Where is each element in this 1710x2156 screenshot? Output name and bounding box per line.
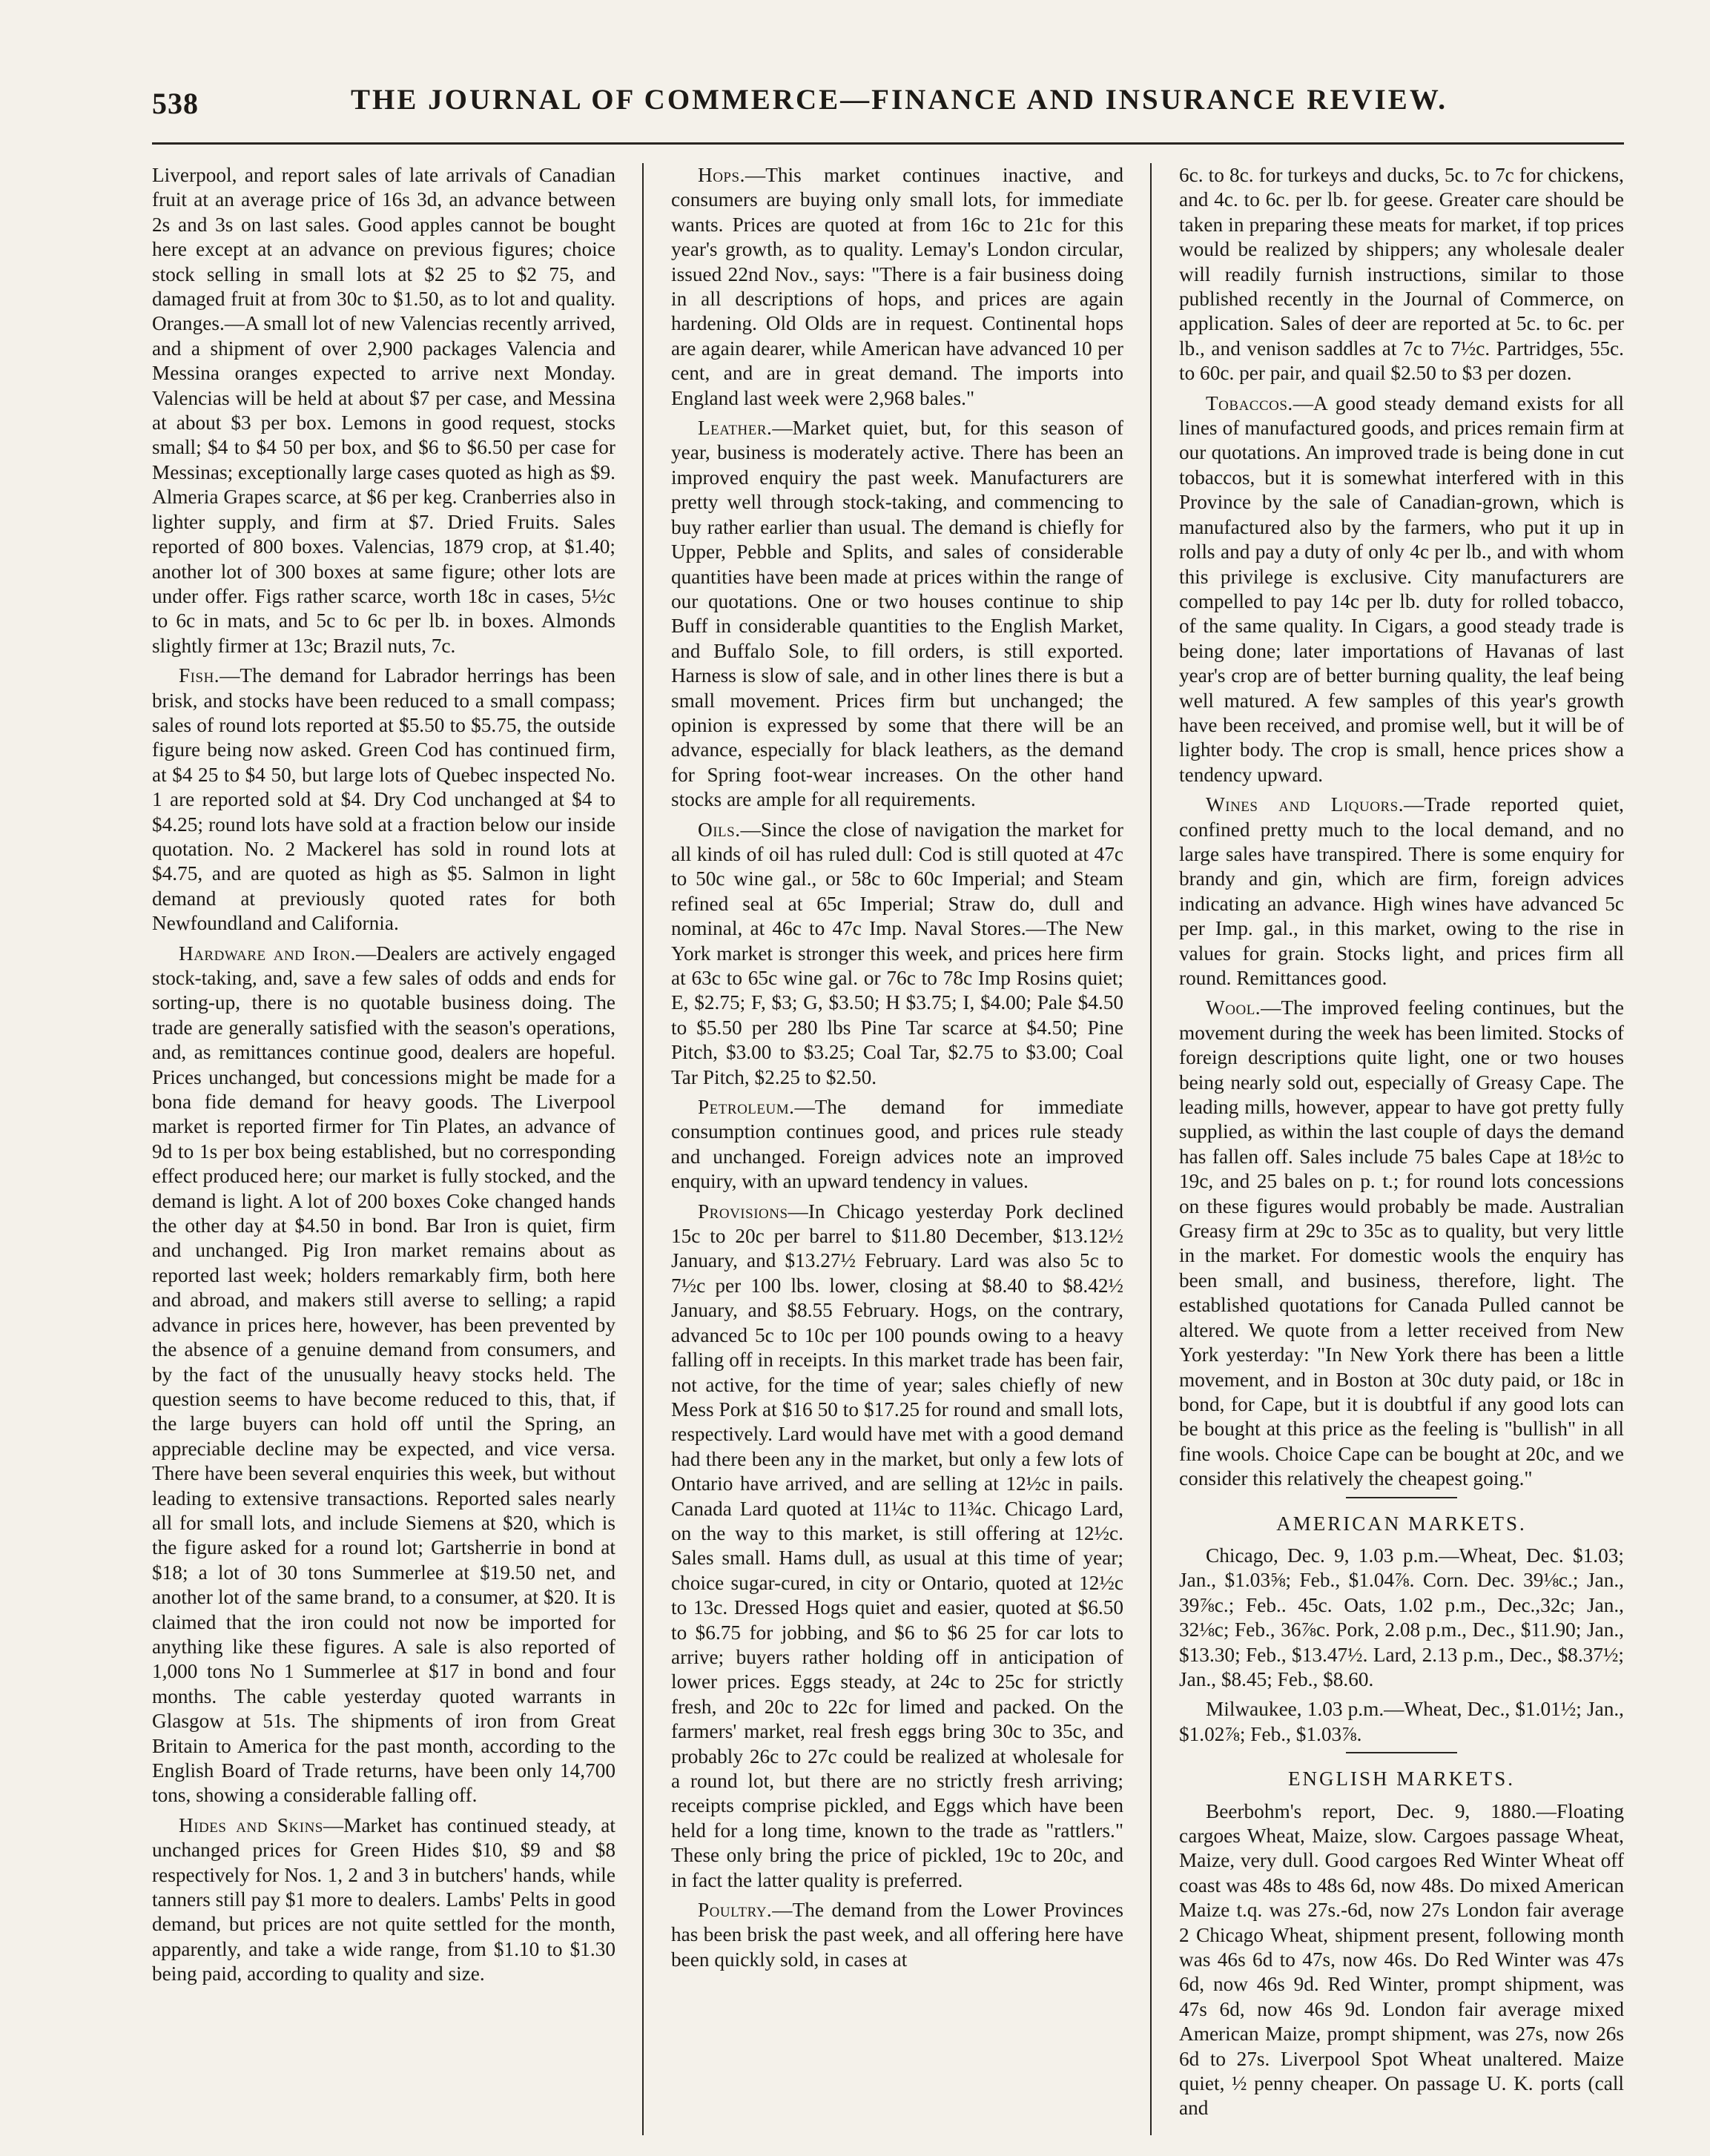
running-title: THE JOURNAL OF COMMERCE—FINANCE AND INSURANCE REVIEW. bbox=[351, 84, 1447, 116]
hardware-paragraph bbox=[152, 942, 615, 1808]
fish-heading: Fish. bbox=[179, 664, 220, 687]
fish-text: —The demand for Labrador herrings has been brisk, and stocks have been reduced to a small compass; sales of round lots reported at $5.50 to $5.75, the outside figure being now asked. Green Cod has continued firm, at $4 25 to $4 50, but large lots of Quebec inspected No. 1 are reported sold at $4. Dry Cod unchanged at $4 to $4.25; round lots have sold at a fraction below our inside quotation. No. 2 Mackerel has sold in round lots at $4.75, and are quoted as high as $5. Salmon in light demand at previously quoted rates for both Newfoundland and California. bbox=[152, 664, 615, 935]
hides-paragraph bbox=[152, 1813, 615, 1987]
tobaccos-text: —A good steady demand exists for all lines of manufactured goods, and prices remain firm at our quotations. An improved trade is being done in cut tobaccos, but it is somewhat interfered with in this Province by the sale of Canadian-grown, which is manufactured also by the farmers, who put it up in rolls and pay a duty of only 4c per lb., and with whom this privilege is exclusive. City manufacturers are compelled to pay 14c per lb. duty for rolled tobacco, of the same quality. In Cigars, a good steady trade is being done; later importations of Havanas of last year's crop are of better burning quality, the leaf being well matured. A few samples of this year's growth have been received, and promise well, but it will be of lighter body. The crop is small, hence prices show a tendency upward. bbox=[1179, 391, 1624, 786]
poultry-continued-paragraph: 6c. to 8c. for turkeys and ducks, 5c. to 7c for chickens, and 4c. to 6c. per lb. for geese. Greater care should be taken in preparing these meats for market, if top prices would be realized by shippers; any wholesale dealer will readily furnish instructions, similar to those published recently in the Journal of Commerce, on application. Sales of deer are reported at 5c. to 6c. per lb., and venison saddles at 7c to 7½c. Partridges, 55c. to 60c. per pair, and quail $2.50 to $3 per dozen. bbox=[1179, 164, 1624, 385]
hops-heading: Hops. bbox=[698, 164, 745, 186]
poultry-heading: Poultry. bbox=[698, 1899, 773, 1922]
wool-heading: Wool. bbox=[1206, 996, 1261, 1019]
wines-heading: Wines and Liquors. bbox=[1206, 793, 1404, 816]
hides-heading: Hides and Skins bbox=[179, 1813, 323, 1836]
american-markets-title: AMERICAN MARKETS. bbox=[1276, 1512, 1527, 1535]
provisions-paragraph bbox=[671, 1200, 1123, 1893]
poultry-paragraph bbox=[671, 1898, 1123, 1972]
page-number: 538 bbox=[152, 87, 199, 120]
column-2 bbox=[671, 163, 1123, 1977]
oils-paragraph bbox=[671, 818, 1123, 1090]
provisions-heading: Provisions bbox=[698, 1200, 788, 1223]
tobaccos-heading: Tobaccos. bbox=[1206, 391, 1293, 414]
oils-text: —Since the close of navigation the market for all kinds of oil has ruled dull: Cod is still quoted at 47c to 50c wine gal., or 58c to 60c Imperial; and Steam refined seal at 65c Imperial; Straw do, dull and nominal, at 46c to 47c Imp. Naval Stores.—The New York market is stronger this week, and prices here firm at 63c to 65c wine gal. or 76c to 78c Imp Rosins quiet; E, $2.75; F, $3; G, $3.50; H $3.75; I, $4.00; Pale $4.50 to $5.50 per 280 lbs Pine Tar scarce at $4.50; Pine Pitch, $3.00 to $3.25; Coal Tar, $2.75 to $3.00; Coal Tar Pitch, $2.25 to $2.50. bbox=[671, 818, 1123, 1088]
hops-text: —This market continues inactive, and consumers are buying only small lots, for immediate wants. Prices are quoted at from 16c to 21c for this year's growth, as to quality. Lemay's London circular, issued 22nd Nov., says: "There is a fair business doing in all descriptions of hops, and prices are again hardening. Old Olds are in request. Continental hops are again dearer, while American have advanced 10 per cent, and are in great demand. The imports into England last week were 2,968 bales." bbox=[671, 164, 1123, 409]
page-header bbox=[152, 83, 1624, 135]
section-rule bbox=[1346, 1497, 1457, 1498]
column-rule-1 bbox=[642, 163, 644, 2135]
wool-paragraph bbox=[1179, 996, 1624, 1491]
hardware-heading: Hardware and Iron. bbox=[179, 942, 356, 965]
section-rule bbox=[1346, 1752, 1457, 1753]
header-rule bbox=[152, 142, 1624, 145]
leather-paragraph bbox=[671, 416, 1123, 813]
wines-text: —Trade reported quiet, confined pretty much to the local demand, and no large sales have transpired. There is some enquiry for brandy and gin, which are firm, foreign advices indicating an advance. High wines have advanced 5c per Imp. gal., in this market, owing to the rise in values for grain. Stocks light, and prices firm all round. Remittances good. bbox=[1179, 793, 1624, 989]
hides-text: —Market has continued steady, at unchanged prices for Green Hides $10, $9 and $8 respectively for Nos. 1, 2 and 3 in butchers' hands, while tanners still pay $1 more to dealers. Lambs' Pelts in good demand, but prices are not quite settled for the month, apparently, and take a wide range, from $1.10 to $1.30 being paid, according to quality and size. bbox=[152, 1813, 616, 1985]
petroleum-paragraph bbox=[671, 1095, 1123, 1194]
leather-text: —Market quiet, but, for this season of year, business is moderately active. There has been an improved enquiry the past week. Manufacturers are pretty well through stock-taking, and commencing to buy rather earlier than usual. The demand is chiefly for Upper, Pebble and Splits, and sales of considerable quantities have been made at prices within the range of our quotations. One or two houses continue to ship Buff in considerable quantities to the English Market, and Buffalo Sole, to fill orders, is still exported. Harness is slow of sale, and in other lines there is but a small movement. Prices firm but unchanged; the opinion is expressed by some that there will be an advance, especially for black leathers, as the demand for Spring foot-wear increases. On the other hand stocks are ample for all requirements. bbox=[671, 417, 1123, 811]
column-rule-2 bbox=[1150, 163, 1152, 2135]
fish-paragraph bbox=[152, 664, 615, 936]
column-3 bbox=[1179, 163, 1624, 2126]
wool-text: —The improved feeling continues, but the movement during the week has been limited. Stocks of foreign descriptions quite light, one or two houses being nearly sold out, especially of Greasy Cape. The leading mills, however, appear to have got pretty fully supplied, as within the last couple of days the demand has fallen off. Sales include 75 bales Cape at 18½c to 19c, and 25 bales on p. t.; for round lots concessions on these figures would probably be made. Australian Greasy firm at 29c to 35c as to quality, but very little in the market. For domestic wools the enquiry has been small, and business, therefore, light. The established quotations for Canada Pulled cannot be altered. We quote from a letter received from New York yesterday: "In New York there has been a little movement, and in Boston at 30c duty paid, or 18c in bond, for Cape, but it is doubtful if any good lots can be bought at this price as the feeling is "bullish" in all fine wools. Choice Cape can be bought at 20c, and we consider this relatively the cheapest going." bbox=[1179, 996, 1624, 1490]
beerbohm-paragraph: Beerbohm's report, Dec. 9, 1880.—Floating cargoes Wheat, Maize, slow. Cargoes passage Wheat, Maize, very dull. Good cargoes Red Winter Wheat off coast was 48s to 48s 6d, now 48s. Do mixed American Maize t.q. was 27s.-6d, now 27s London fair average 2 Chicago Wheat, shipment present, following month was 46s 6d to 47s, now 46s. Do Red Winter was 47s 6d, now 46s 9d. Red Winter, prompt shipment, was 47s 6d, now 46s 9d. London fair average mixed American Maize, prompt shipment, was 27s, now 26s 6d to 27s. Liverpool Spot Wheat unaltered. Maize quiet, ½ penny cheaper. On passage U. K. ports (call and bbox=[1179, 1799, 1624, 2120]
hardware-text: —Dealers are actively engaged stock-taking, and, save a few sales of odds and ends for sorting-up, there is no quotable business doing. The trade are generally satisfied with the season's operations, and, as remittances continue good, dealers are hopeful. Prices unchanged, but concessions might be made for a bona fide demand for heavy goods. The Liverpool market is reported firmer for Tin Plates, an advance of 9d to 1s per box being established, but no corresponding effect produced here; our market is fully stocked, and the demand is light. A lot of 200 boxes Coke changed hands the other day at $4.50 in bond. Bar Iron is quiet, firm and unchanged. Pig Iron market remains about as reported last week; holders remarkably firm, both here and abroad, and makers still averse to selling; a rapid advance in prices here, however, has been prevented by the absence of a genuine demand from consumers, and by the fact of the unusually heavy stocks held. The question seems to have become reduced to this, that, if the large buyers can hold off until the Spring, an appreciable decline may be expected, and vice versa. There have been several enquiries this week, but without leading to extensive transactions. Reported sales nearly all for small lots, and include Siemens at $20, which is the figure asked for a round lot; Gartsherrie in bond at $18; a lot of 30 tons Summerlee at $19.50 net, and another lot of the same brand, to a consumer, at $20. It is claimed that the iron could not now be imported for anything like these figures. A sale is also reported of 1,000 tons No 1 Summerlee at $17 in bond and four months. The cable yesterday quoted warrants in Glasgow at 51s. The shipments of iron from Great Britain to America for the past month, according to the English Board of Trade returns, have been only 14,700 tons, showing a considerable falling off. bbox=[152, 942, 615, 1807]
leather-heading: Leather. bbox=[698, 417, 773, 440]
english-markets-title: ENGLISH MARKETS. bbox=[1287, 1768, 1515, 1790]
fruit-paragraph: Liverpool, and report sales of late arrivals of Canadian fruit at an average price of 16s 3d, an advance between 2s and 3s on last sales. Good apples cannot be bought here except at an advance on previous figures; choice stock selling in small lots at $2 25 to $2 75, and damaged fruit at from 30c to $1.50, as to lot and quality. Oranges.—A small lot of new Valencias recently arrived, and a shipment of over 2,900 packages Valencia and Messina oranges expected to arrive next Monday. Valencias will be held at about $7 per case, and Messina at about $3 per box. Lemons in good request, stocks small; $4 to $4 50 per box, and $6 to $6.50 per case for Messinas; exceptionally large cases quoted as high as $9. Almeria Grapes scarce, at $6 per keg. Cranberries also in lighter supply, and firm at $7. Dried Fruits. Sales reported of 800 boxes. Valencias, 1879 crop, at $1.40; another lot of 300 boxes at same figure; other lots are under offer. Figs rather scarce, worth 18c in cases, 5½c to 6c in mats, and 5c to 6c per lb. in boxes. Almonds slightly firmer at 13c; Brazil nuts, 7c. bbox=[152, 164, 615, 657]
poultry-text: —The demand from the Lower Provinces has been brisk the past week, and all offering here have been quickly sold, in cases at bbox=[671, 1899, 1123, 1971]
petroleum-heading: Petroleum. bbox=[698, 1096, 795, 1119]
petroleum-text: —The demand for immediate consumption continues good, and prices rule steady and unchanged. Foreign advices note an improved enquiry, with an upward tendency in values. bbox=[671, 1096, 1123, 1193]
hops-paragraph bbox=[671, 163, 1123, 411]
chicago-paragraph: Chicago, Dec. 9, 1.03 p.m.—Wheat, Dec. $1.03; Jan., $1.03⅝; Feb., $1.04⅞. Corn. Dec. 39⅛c.; Jan., 39⅞c.; Feb.. 45c. Oats, 1.02 p.m., Dec.,32c; Jan., 32⅛c; Feb., 36⅞c. Pork, 2.08 p.m., Dec., $11.90; Jan., $13.30; Feb., $13.47½. Lard, 2.13 p.m., Dec., $8.37½; Jan., $8.45; Feb., $8.60. bbox=[1179, 1544, 1624, 1690]
provisions-text: —In Chicago yesterday Pork declined 15c to 20c per barrel to $11.80 December, $13.12½ January, and $13.27½ February. Lard was also 5c to 7½c per 100 lbs. lower, closing at $8.40 to $8.42½ January, and $8.55 February. Hogs, on the contrary, advanced 5c to 10c per 100 pounds owing to a heavy falling off in receipts. In this market trade has been fair, not active, for the time of year; sales chiefly of new Mess Pork at $16 50 to $17.25 for round and small lots, respectively. Lard would have met with a good demand had there been any in the market, but only a few lots of Ontario have arrived, and are selling at 12½c in pails. Canada Lard quoted at 11¼c to 11¾c. Chicago Lard, on the way to this market, is still offering at 12½c. Sales small. Hams dull, as usual at this time of year; choice sugar-cured, in city or Ontario, quoted at 12½c to 13c. Dressed Hogs quiet and easier, quoted at $6.50 to $6.75 for jobbing, and $6 to $6 25 for car lots to arrive; buyers rather holding off in anticipation of lower prices. Eggs steady, at 24c to 25c for strictly fresh, and 20c to 22c for limed and packed. On the farmers' market, real fresh eggs bring 30c to 35c, and probably 26c to 27c could be realized at wholesale for a round lot, but there are no strictly fresh arriving; receipts comprise pickled, and Eggs which have been held for a long time, known to the trade as "rattlers." These only bring the price of pickled, 19c to 20c, and in fact the latter quality is preferred. bbox=[671, 1200, 1123, 1891]
tobaccos-paragraph bbox=[1179, 391, 1624, 788]
milwaukee-paragraph: Milwaukee, 1.03 p.m.—Wheat, Dec., $1.01½; Jan., $1.02⅞; Feb., $1.03⅞. bbox=[1179, 1698, 1624, 1745]
wines-paragraph bbox=[1179, 793, 1624, 991]
oils-heading: Oils. bbox=[698, 818, 741, 841]
column-1 bbox=[152, 163, 615, 1992]
